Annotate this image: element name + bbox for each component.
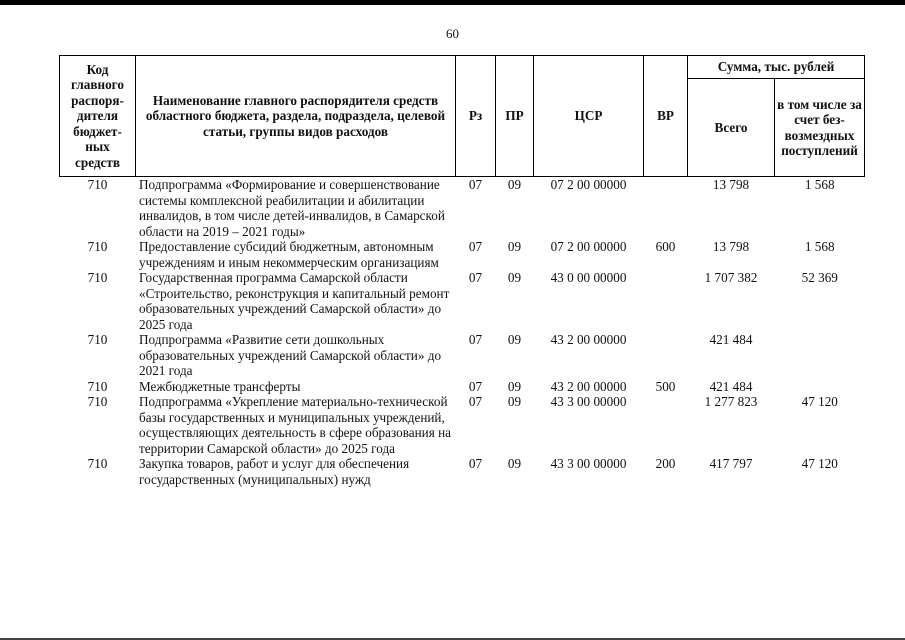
cell-free: 47 120 — [801, 456, 838, 471]
cell-rz: 07 — [468, 239, 483, 254]
cell-code: 710 — [87, 394, 108, 409]
cell-vr: 600 — [655, 239, 676, 254]
cell-csr: 43 0 00 00000 — [550, 270, 627, 285]
table-row — [60, 394, 865, 456]
table-row — [60, 239, 865, 270]
cell-code: 710 — [87, 378, 108, 394]
cell-free: 1 568 — [804, 239, 835, 254]
table-row — [60, 456, 865, 487]
cell-name: Подпрограмма «Укрепление материально-технической базы государственных и муниципальных учреждений, осуществляющих деятельность в сфере образования на территории Самарской области» до 2025 года — [139, 394, 451, 456]
cell-name: Предоставление субсидий бюджетным, автономным учреждениям и иным некоммерческим организациям — [139, 239, 439, 270]
cell-vr — [644, 332, 688, 379]
cell-total: 1 707 382 — [704, 270, 758, 285]
cell-free: 1 568 — [804, 177, 835, 192]
cell-vr: 200 — [655, 456, 676, 471]
cell-rz: 07 — [468, 177, 483, 192]
cell-name: Закупка товаров, работ и услуг для обеспечения государственных (муниципальных) нужд — [139, 456, 410, 487]
header-vr: ВР — [644, 56, 688, 177]
cell-csr: 43 2 00 00000 — [550, 378, 627, 394]
cell-vr — [644, 394, 688, 456]
cell-vr — [644, 177, 688, 240]
cell-free: 52 369 — [801, 270, 838, 285]
top-border-bar — [0, 0, 905, 5]
table-row — [60, 379, 865, 395]
cell-code: 710 — [87, 270, 108, 285]
cell-pr: 09 — [507, 239, 522, 254]
cell-pr: 09 — [507, 177, 522, 192]
cell-free: 47 120 — [801, 394, 838, 409]
cell-name: Межбюджетные трансферты — [139, 378, 301, 394]
header-code: Код главного распоря-дителя бюджет-ных средств — [60, 56, 136, 177]
cell-code: 710 — [87, 177, 108, 192]
cell-pr: 09 — [507, 394, 522, 409]
cell-free — [775, 379, 865, 395]
table-body — [60, 177, 865, 488]
cell-total: 417 797 — [709, 456, 753, 471]
cell-rz: 07 — [468, 378, 483, 394]
cell-pr: 09 — [507, 378, 522, 394]
header-pr: ПР — [496, 56, 534, 177]
header-total: Всего — [688, 79, 775, 177]
table-row — [60, 177, 865, 240]
header-name: Наименование главного распорядителя средств областного бюджета, раздела, подраздела, целевой статьи, группы видов расходов — [136, 56, 456, 177]
cell-rz: 07 — [468, 394, 483, 409]
table-row — [60, 270, 865, 332]
table-header — [60, 56, 865, 177]
page-number: 60 — [446, 26, 459, 41]
table-row — [60, 332, 865, 379]
cell-total: 1 277 823 — [704, 394, 758, 409]
cell-name: Подпрограмма «Формирование и совершенствование системы комплексной реабилитации и абилитации инвалидов, в том числе детей-инвалидов, в Самарской области на 2019 – 2021 годы» — [139, 177, 445, 239]
cell-csr: 07 2 00 00000 — [550, 239, 627, 254]
cell-csr: 43 3 00 00000 — [550, 394, 627, 409]
cell-vr — [644, 270, 688, 332]
cell-vr: 500 — [655, 378, 676, 394]
cell-pr: 09 — [507, 332, 522, 347]
cell-csr: 43 3 00 00000 — [550, 456, 627, 471]
cell-rz: 07 — [468, 456, 483, 471]
header-csr: ЦСР — [534, 56, 644, 177]
cell-code: 710 — [87, 456, 108, 471]
cell-total: 421 484 — [709, 378, 753, 394]
cell-csr: 07 2 00 00000 — [550, 177, 627, 192]
cell-code: 710 — [87, 239, 108, 254]
cell-free — [775, 332, 865, 379]
cell-name: Государственная программа Самарской области «Строительство, реконструкция и капитальный ремонт образовательных учреждений Самарской области» до 2025 года — [139, 270, 450, 332]
header-free: в том числе за счет без-возмездных поступлений — [775, 79, 865, 177]
cell-pr: 09 — [507, 456, 522, 471]
cell-rz: 07 — [468, 270, 483, 285]
cell-rz: 07 — [468, 332, 483, 347]
header-rz: Рз — [456, 56, 496, 177]
header-sum-group: Сумма, тыс. рублей — [688, 56, 865, 79]
cell-total: 13 798 — [712, 177, 750, 192]
cell-total: 13 798 — [712, 239, 750, 254]
cell-csr: 43 2 00 00000 — [550, 332, 627, 347]
cell-name: Подпрограмма «Развитие сети дошкольных образовательных учреждений Самарской области» до 2021 года — [139, 332, 442, 378]
cell-total: 421 484 — [709, 332, 753, 347]
cell-code: 710 — [87, 332, 108, 347]
budget-table — [59, 55, 865, 487]
cell-pr: 09 — [507, 270, 522, 285]
